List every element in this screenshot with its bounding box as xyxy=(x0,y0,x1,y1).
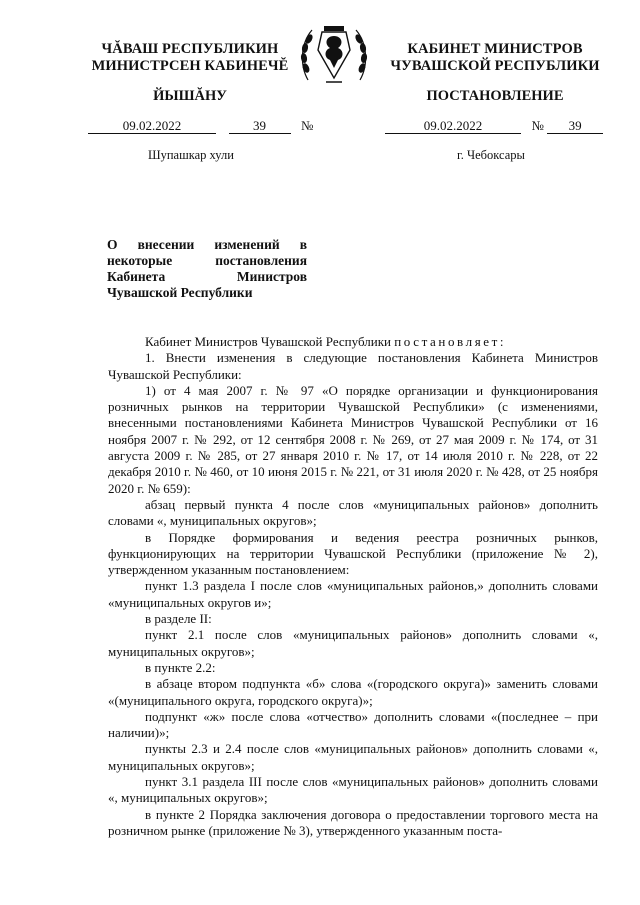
right-number-sign: № xyxy=(531,118,544,133)
body-paragraph: 1. Внести изменения в следующие постановления Кабинета Министров Чувашской Республики: xyxy=(108,350,598,382)
document-title: О внесении изменений в некоторые постановления Кабинета Министров Чувашской Республики xyxy=(107,237,307,300)
intro-spaced-word: постановляет: xyxy=(394,334,507,349)
header-right-line2: ЧУВАШСКОЙ РЕСПУБЛИКИ xyxy=(390,58,600,74)
header-left xyxy=(80,41,300,75)
header-right xyxy=(385,41,605,75)
place-right: г. Чебоксары xyxy=(457,148,525,162)
body-paragraph: абзац первый пункта 4 после слов «муниципальных районов» дополнить словами «, муниципальных округов»; xyxy=(108,496,598,529)
body-paragraph: в абзаце втором подпункта «б» слова «(городского округа)» заменить словами «(муниципального округа, городского округа)»; xyxy=(108,676,598,708)
body-paragraph: 1) от 4 мая 2007 г. № 97 «О порядке организации и функционирования розничных рынков на территории Чувашской Республики» (с изменениями, внесенными постановлениями Кабинета Министров Чувашской Республики от 16 ноября 2007 г. № 292, от 12 сентября 2008 г. № 269, от 27 мая 2009 г. № 174, от 31 августа 2009 г. № 285, от 27 января 2010 г. № 17, от 14 июля 2010 г. № 228, от 22 декабря 2010 г. № 460, от 10 июня 2015 г. № 221, от 31 июля 2020 г. № 428, от 25 ноября 2020 г. № 659): xyxy=(108,382,598,496)
left-date-value: 09.02.2022 xyxy=(88,118,216,134)
body-paragraph: в Порядке формирования и ведения реестра розничных рынков, функционирующих на территории Чувашской Республики (приложение № 2), утвержденном указанным постановлением: xyxy=(108,529,598,578)
body-paragraph: пункт 3.1 раздела III после слов «муниципальных районов» дополнить словами «, муниципальных округов»; xyxy=(108,774,598,806)
place-left: Шупашкар хули xyxy=(148,148,234,162)
right-date-value: 09.02.2022 xyxy=(385,118,521,134)
left-number-sign: № xyxy=(301,118,314,133)
header-left-line2: МИНИСТРСЕН КАБИНЕЧĔ xyxy=(91,58,289,74)
body-paragraph: пункт 2.1 после слов «муниципальных районов» дополнить словами «, муниципальных округов»; xyxy=(108,627,598,659)
header-right-line1: КАБИНЕТ МИНИСТРОВ xyxy=(407,41,583,57)
body-paragraph: подпункт «ж» после слова «отчество» дополнить словами «(последнее – при наличии)»; xyxy=(108,708,598,741)
document-body xyxy=(108,334,598,839)
header-right-doc-type: ПОСТАНОВЛЕНИЕ xyxy=(426,88,564,104)
intro-prefix: Кабинет Министров Чувашской Республики xyxy=(145,334,391,349)
body-paragraph: в пункте 2 Порядка заключения договора о предоставлении торгового места на розничном рынке (приложение № 3), утвержденного указанным поста- xyxy=(108,806,598,838)
body-paragraph: пункты 2.3 и 2.4 после слов «муниципальных районов» дополнить словами «, муниципальных округов»; xyxy=(108,741,598,773)
coat-of-arms-emblem-icon xyxy=(296,20,372,88)
body-paragraph: в разделе II: xyxy=(145,611,212,627)
right-number-value: 39 xyxy=(547,118,603,134)
body-paragraph: пункт 1.3 раздела I после слов «муниципальных районов,» дополнить словами «муниципальных округов и»; xyxy=(108,578,598,610)
date-line-right xyxy=(385,118,603,134)
header-left-line1: ЧĂВАШ РЕСПУБЛИКИН xyxy=(101,41,279,57)
left-number-value: 39 xyxy=(229,118,291,134)
body-paragraph: в пункте 2.2: xyxy=(145,659,216,675)
date-line-left xyxy=(88,118,313,134)
header-left-doc-type: ЙЫШĂНУ xyxy=(153,88,227,104)
intro-paragraph xyxy=(108,334,598,350)
